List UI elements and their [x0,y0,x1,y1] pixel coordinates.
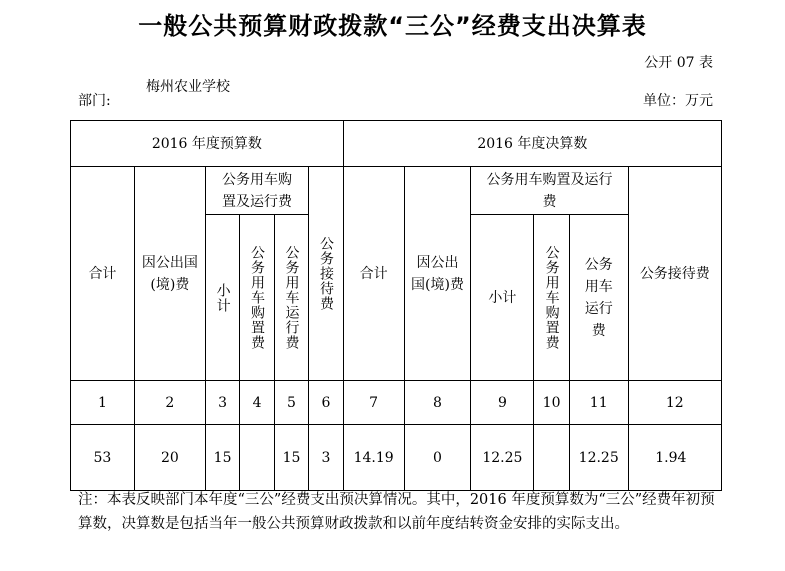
budget-subtotal-header: 小计 [205,215,239,381]
budget-reception-header: 公务接待费 [309,167,343,381]
column-number: 10 [534,381,569,425]
final-purchase-header: 公务用车购置费 [534,215,569,381]
budget-total-value: 53 [71,425,135,491]
budget-abroad-value: 20 [134,425,205,491]
column-number: 8 [404,381,471,425]
final-reception-header: 公务接待费 [628,167,721,381]
column-number: 5 [274,381,308,425]
form-number: 公开 07 表 [644,55,713,71]
expenditure-table [70,120,722,491]
column-number: 2 [134,381,205,425]
final-abroad-header: 因公出国(境)费 [404,167,471,381]
group-header-row [71,121,722,167]
final-reception-value: 1.94 [628,425,721,491]
budget-group-header: 2016 年度预算数 [71,121,344,167]
column-number: 11 [569,381,628,425]
final-purchase-value [534,425,569,491]
column-number: 7 [343,381,404,425]
header-row-1 [71,167,722,215]
budget-reception-value: 3 [309,425,343,491]
final-abroad-value: 0 [404,425,471,491]
column-number-row [71,381,722,425]
final-group-header: 2016 年度决算数 [343,121,721,167]
table-row [71,425,722,491]
budget-car-group-header: 公务用车购置及运行费 [205,167,308,215]
final-operation-header: 公务用车运行费 [569,215,628,381]
budget-subtotal-value: 15 [205,425,239,491]
budget-purchase-value [240,425,274,491]
page-title: 一般公共预算财政拨款“三公”经费支出决算表 [138,12,647,40]
column-number: 6 [309,381,343,425]
column-number: 4 [240,381,274,425]
department-label: 部门: [78,93,111,109]
department-name: 梅州农业学校 [146,79,230,95]
budget-purchase-header: 公务用车购置费 [240,215,274,381]
unit-label: 单位：万元 [643,93,713,109]
budget-total-header: 合计 [71,167,135,381]
column-number: 12 [628,381,721,425]
final-total-value: 14.19 [343,425,404,491]
column-number: 1 [71,381,135,425]
column-number: 9 [471,381,534,425]
final-subtotal-value: 12.25 [471,425,534,491]
column-number: 3 [205,381,239,425]
final-operation-value: 12.25 [569,425,628,491]
final-car-group-header: 公务用车购置及运行费 [471,167,628,215]
budget-operation-header: 公务用车运行费 [274,215,308,381]
final-total-header: 合计 [343,167,404,381]
budget-operation-value: 15 [274,425,308,491]
budget-abroad-header: 因公出国(境)费 [134,167,205,381]
final-subtotal-header: 小计 [471,215,534,381]
footnote: 注：本表反映部门本年度“三公”经费支出预决算情况。其中，2016 年度预算数为“三公”经费年初预算数，决算数是包括当年一般公共预算财政拨款和以前年度结转资金安排的实际支出。 [78,492,715,532]
